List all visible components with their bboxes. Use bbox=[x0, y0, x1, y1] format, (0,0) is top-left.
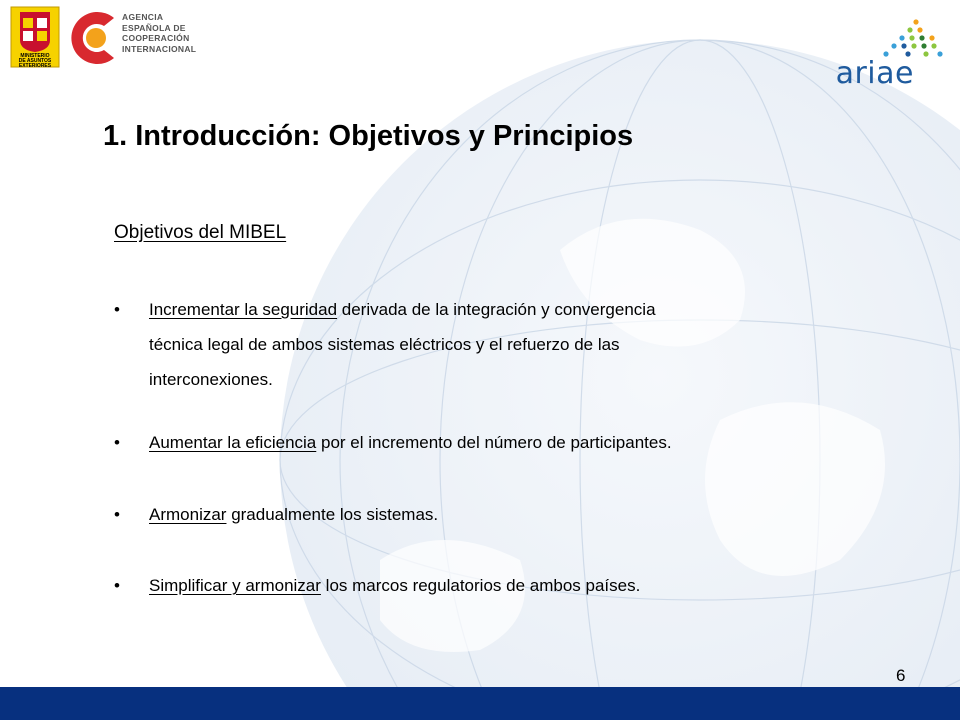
bullet-text: gradualmente los sistemas. bbox=[226, 505, 439, 524]
agency-name bbox=[122, 12, 242, 54]
page-number: 6 bbox=[896, 666, 906, 685]
ariae-dots-icon bbox=[880, 18, 944, 60]
bullet-marker: • bbox=[114, 505, 120, 524]
bullet-text-line: técnica legal de ambos sistemas eléctricos y el refuerzo de las bbox=[149, 335, 620, 354]
list-item bbox=[114, 292, 656, 397]
slide-title: 1. Introducción: Objetivos y Principios bbox=[103, 120, 634, 152]
agency-line: AGENCIA bbox=[122, 12, 164, 22]
ariae-wordmark: ariae bbox=[835, 56, 914, 91]
list-item bbox=[114, 497, 438, 532]
bullet-highlight: Incrementar la seguridad bbox=[149, 300, 338, 319]
footer-bar bbox=[0, 687, 960, 720]
list-item bbox=[114, 568, 640, 603]
aecid-logo-icon bbox=[66, 10, 118, 66]
bullet-marker: • bbox=[114, 300, 120, 319]
list-item bbox=[114, 425, 672, 460]
agency-line: COOPERACIÓN bbox=[122, 33, 190, 43]
bullet-highlight: Armonizar bbox=[149, 505, 227, 524]
bullet-highlight: Aumentar la eficiencia bbox=[149, 433, 317, 452]
bullet-text: por el incremento del número de participantes. bbox=[316, 433, 672, 452]
slide-subtitle: Objetivos del MIBEL bbox=[114, 222, 287, 243]
bullet-marker: • bbox=[114, 576, 120, 595]
svg-text:MINISTERIO: MINISTERIO bbox=[20, 53, 50, 59]
agency-line: ESPAÑOLA DE bbox=[122, 22, 186, 33]
bullet-highlight: Simplificar y armonizar bbox=[149, 576, 321, 595]
svg-text:EXTERIORES: EXTERIORES bbox=[18, 63, 52, 68]
bullet-text-line: interconexiones. bbox=[149, 370, 273, 389]
bullet-text: los marcos regulatorios de ambos países. bbox=[320, 576, 641, 595]
coat-of-arms-icon bbox=[10, 6, 60, 68]
bullet-marker: • bbox=[114, 433, 120, 452]
ariae-logo bbox=[835, 18, 944, 96]
bullet-text: derivada de la integración y convergencia bbox=[337, 300, 656, 319]
svg-text:DE ASUNTOS: DE ASUNTOS bbox=[18, 58, 52, 64]
agency-line: INTERNACIONAL bbox=[122, 43, 197, 54]
